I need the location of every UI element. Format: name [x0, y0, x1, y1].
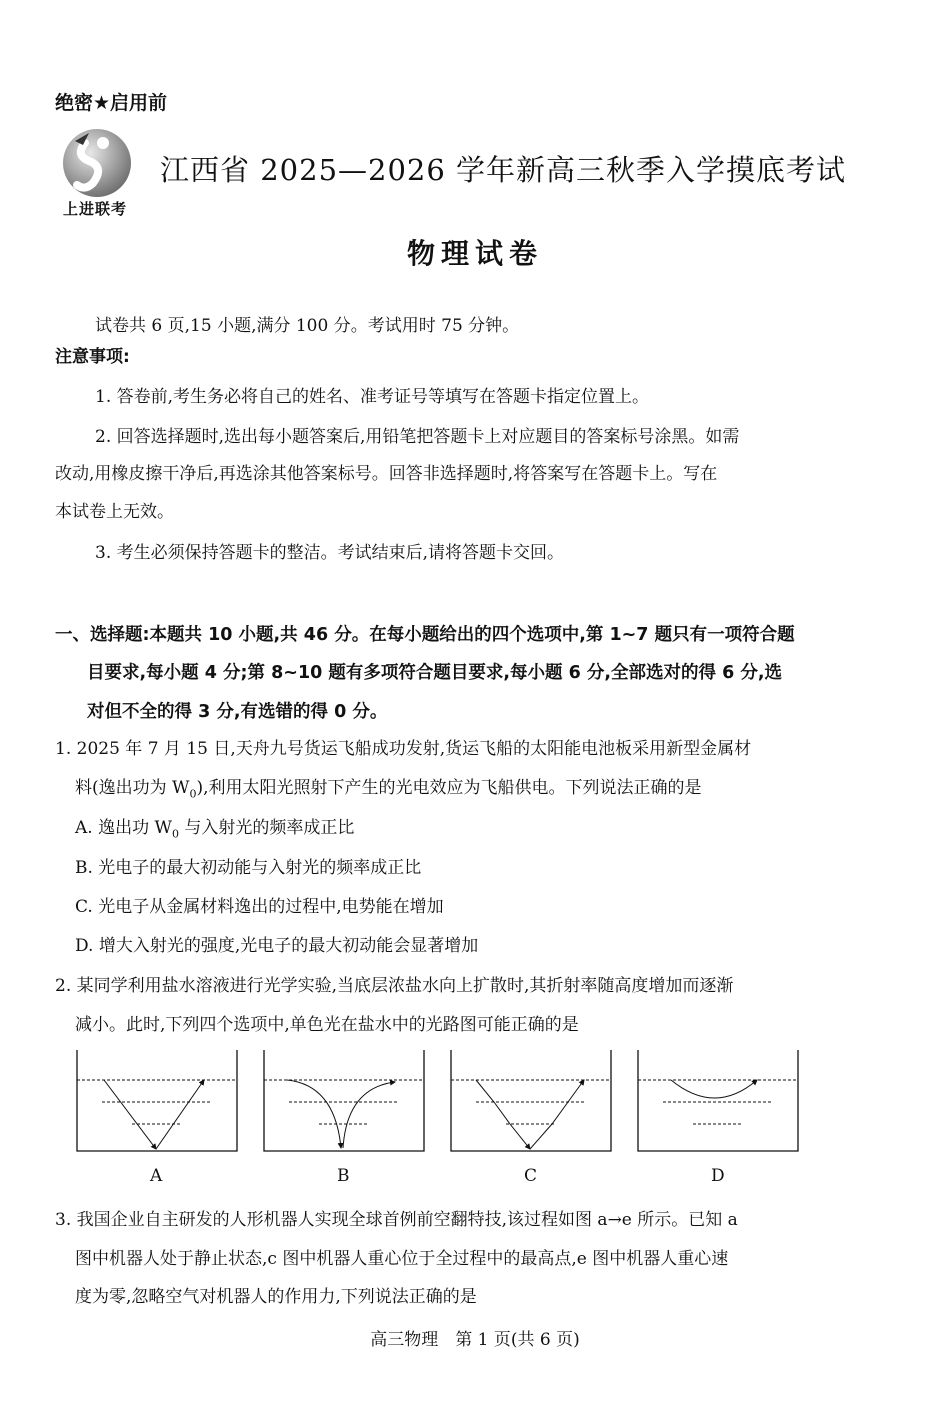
q1-subscript: 0: [189, 787, 197, 801]
question-1-line-2: [75, 776, 702, 806]
q2-diagram-a: [76, 1050, 238, 1154]
note-1: 1. 答卷前,考生务必将自己的姓名、准考证号等填写在答题卡指定位置上。: [95, 387, 650, 407]
note-2-line-1: 2. 回答选择题时,选出每小题答案后,用铅笔把答题卡上对应题目的答案标号涂黑。如需: [95, 427, 740, 447]
question-3-line-3: 度为零,忽略空气对机器人的作用力,下列说法正确的是: [75, 1287, 477, 1307]
q2-label-d: D: [711, 1166, 725, 1186]
confidential-label: 绝密★启用前: [55, 92, 168, 114]
logo-text: 上进联考: [62, 200, 127, 218]
section-1-line-2: 目要求,每小题 4 分;第 8~10 题有多项符合题目要求,每小题 6 分,全部选对的得 6 分,选: [87, 663, 783, 683]
page-footer: 高三物理 第 1 页(共 6 页): [370, 1330, 580, 1350]
subject-title: 物理试卷: [406, 237, 543, 270]
q1-option-a-subscript: 0: [171, 827, 179, 841]
q1-option-d: D. 增大入射光的强度,光电子的最大初动能会显著增加: [75, 936, 479, 956]
notes-heading: 注意事项:: [55, 347, 130, 367]
note-3: 3. 考生必须保持答题卡的整洁。考试结束后,请将答题卡交回。: [95, 543, 565, 563]
question-1-line-1: 1. 2025 年 7 月 15 日,天舟九号货运飞船成功发射,货运飞船的太阳能电池板采用新型金属材: [55, 739, 752, 759]
exam-logo: [55, 125, 135, 220]
q1-option-c: C. 光电子从金属材料逸出的过程中,电势能在增加: [75, 897, 444, 917]
exam-summary: 试卷共 6 页,15 小题,满分 100 分。考试用时 75 分钟。: [95, 316, 520, 336]
q2-diagram-b: [263, 1050, 425, 1154]
q1-line2-pre: 料(逸出功为 W: [75, 778, 190, 798]
q1-option-a: [75, 816, 354, 846]
note-2-line-3: 本试卷上无效。: [55, 502, 174, 522]
q2-diagram-d: [637, 1050, 799, 1154]
question-3-line-2: 图中机器人处于静止状态,c 图中机器人重心位于全过程中的最高点,e 图中机器人重心速: [75, 1249, 729, 1269]
section-1-line-3: 对但不全的得 3 分,有选错的得 0 分。: [87, 702, 388, 722]
question-2-line-1: 2. 某同学利用盐水溶液进行光学实验,当底层浓盐水向上扩散时,其折射率随高度增加而逐渐: [55, 976, 734, 996]
q1-option-a-post: 与入射光的频率成正比: [178, 818, 355, 838]
q2-label-c: C: [524, 1166, 538, 1186]
note-2-line-2: 改动,用橡皮擦干净后,再选涂其他答案标号。回答非选择题时,将答案写在答题卡上。写在: [55, 464, 718, 484]
q2-label-b: B: [337, 1166, 350, 1186]
section-1-line-1: 一、选择题:本题共 10 小题,共 46 分。在每小题给出的四个选项中,第 1~7 题只有一项符合题: [55, 625, 795, 645]
q1-option-a-pre: A. 逸出功 W: [75, 818, 172, 838]
q1-line2-post: ),利用太阳光照射下产生的光电效应为飞船供电。下列说法正确的是: [196, 778, 702, 798]
question-3-line-1: 3. 我国企业自主研发的人形机器人实现全球首例前空翻特技,该过程如图 a→e 所示。已知 a: [55, 1210, 738, 1230]
q2-label-a: A: [150, 1166, 163, 1186]
question-2-line-2: 减小。此时,下列四个选项中,单色光在盐水中的光路图可能正确的是: [75, 1015, 579, 1035]
exam-title: 江西省 2025—2026 学年新高三秋季入学摸底考试: [160, 153, 847, 187]
logo-icon: [55, 125, 135, 200]
q1-option-b: B. 光电子的最大初动能与入射光的频率成正比: [75, 858, 422, 878]
q2-diagram-c: [450, 1050, 612, 1154]
